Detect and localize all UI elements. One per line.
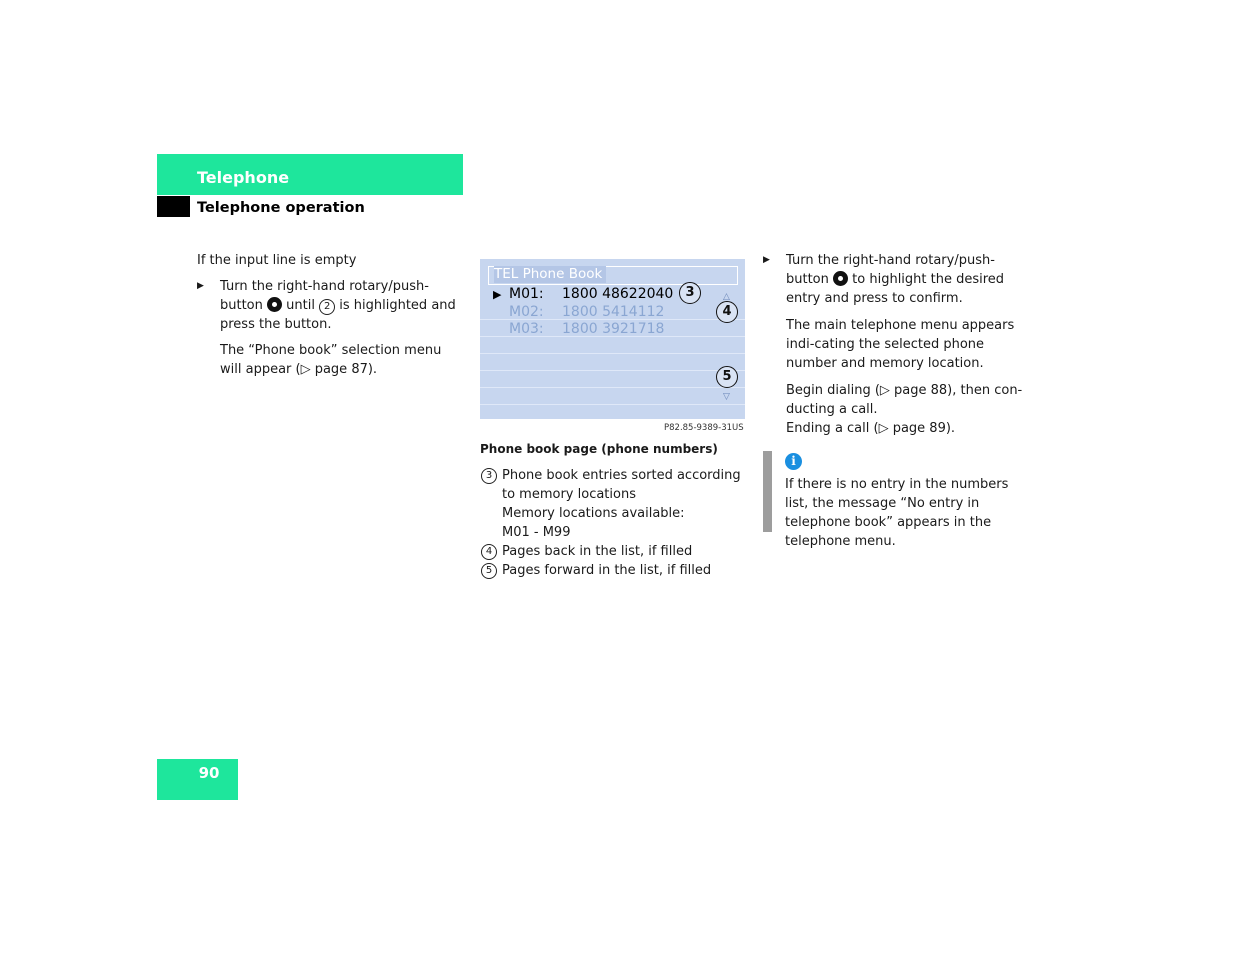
info-bar — [763, 451, 772, 532]
figure-code: P82.85-9389-31US — [664, 423, 744, 433]
phone-book-entry[interactable] — [493, 303, 664, 321]
instruction-step — [197, 277, 465, 334]
legend-text: Pages back in the list, if filled — [502, 544, 693, 559]
left-column — [197, 251, 465, 379]
figure-legend — [480, 466, 750, 580]
section-marker — [157, 196, 190, 217]
phone-number: 1800 48622040 — [562, 286, 674, 302]
legend-text: Pages forward in the list, if filled — [502, 563, 712, 578]
phone-number: 1800 3921718 — [562, 321, 665, 337]
instruction-step — [763, 251, 1035, 308]
callout-4: 4 — [716, 301, 738, 323]
memory-location: M03: — [509, 321, 544, 337]
legend-text: Phone book entries sorted according to memory locations — [502, 468, 741, 502]
screen-line — [480, 353, 745, 354]
phone-book-entry[interactable] — [493, 285, 673, 304]
phone-book-entry[interactable] — [493, 320, 664, 338]
info-icon: i — [785, 453, 802, 470]
page-number: 90 — [198, 764, 220, 782]
step-text-before: Turn the right-hand rotary/push-button — [786, 253, 995, 287]
legend-item — [480, 561, 750, 580]
chapter-title: Telephone — [197, 168, 290, 187]
marker-3-icon: 3 — [481, 468, 497, 484]
bullet-icon: ▶ — [763, 255, 770, 265]
phone-book-screen — [480, 259, 745, 419]
figure-caption: Phone book page (phone numbers) — [480, 442, 718, 456]
screen-line — [480, 404, 745, 405]
screen-line — [480, 387, 745, 388]
legend-item — [480, 466, 750, 542]
arrow-up-icon[interactable]: △ — [723, 292, 730, 302]
result-text: The “Phone book” selection menu will appear (▷ page 87). — [220, 343, 442, 377]
legend-text: Memory locations available: — [502, 506, 685, 521]
step-text-after: is highlighted and press the button. — [220, 298, 456, 332]
dialing-text: Begin dialing (▷ page 88), then con-ducting a call. — [786, 383, 1023, 417]
bullet-icon: ▶ — [197, 281, 204, 291]
rotary-knob-icon — [267, 297, 282, 312]
info-text: If there is no entry in the numbers list, the message “No entry in telephone book” appears in the telephone menu. — [785, 477, 1009, 549]
step-text-after: to highlight the desired entry and press to confirm. — [786, 272, 1005, 306]
figure-column — [480, 259, 750, 580]
memory-location: M02: — [509, 304, 544, 320]
result-text: The main telephone menu appears indi-cating the selected phone number and memory location. — [786, 318, 1015, 371]
step-text-until: until — [286, 298, 315, 313]
screen-title: TEL Phone Book — [494, 266, 606, 283]
arrow-down-icon[interactable]: ▽ — [723, 392, 730, 402]
ending-text: Ending a call (▷ page 89). — [786, 421, 956, 436]
right-column — [763, 251, 1035, 551]
phone-number: 1800 5414112 — [562, 304, 665, 320]
marker-5-icon: 5 — [481, 563, 497, 579]
legend-item — [480, 542, 750, 561]
cursor-icon: ▶ — [493, 288, 502, 301]
memory-location: M01: — [509, 286, 544, 302]
step-text-before: Turn the right-hand rotary/push-button — [220, 279, 429, 313]
marker-4-icon: 4 — [481, 544, 497, 560]
screen-line — [480, 370, 745, 371]
callout-3: 3 — [679, 282, 701, 304]
rotary-knob-icon — [833, 271, 848, 286]
info-note — [763, 452, 1035, 551]
callout-5: 5 — [716, 366, 738, 388]
legend-text: M01 - M99 — [502, 525, 571, 540]
condition-text: If the input line is empty — [197, 253, 357, 268]
marker-2-icon: 2 — [319, 299, 335, 315]
section-title: Telephone operation — [197, 200, 365, 216]
